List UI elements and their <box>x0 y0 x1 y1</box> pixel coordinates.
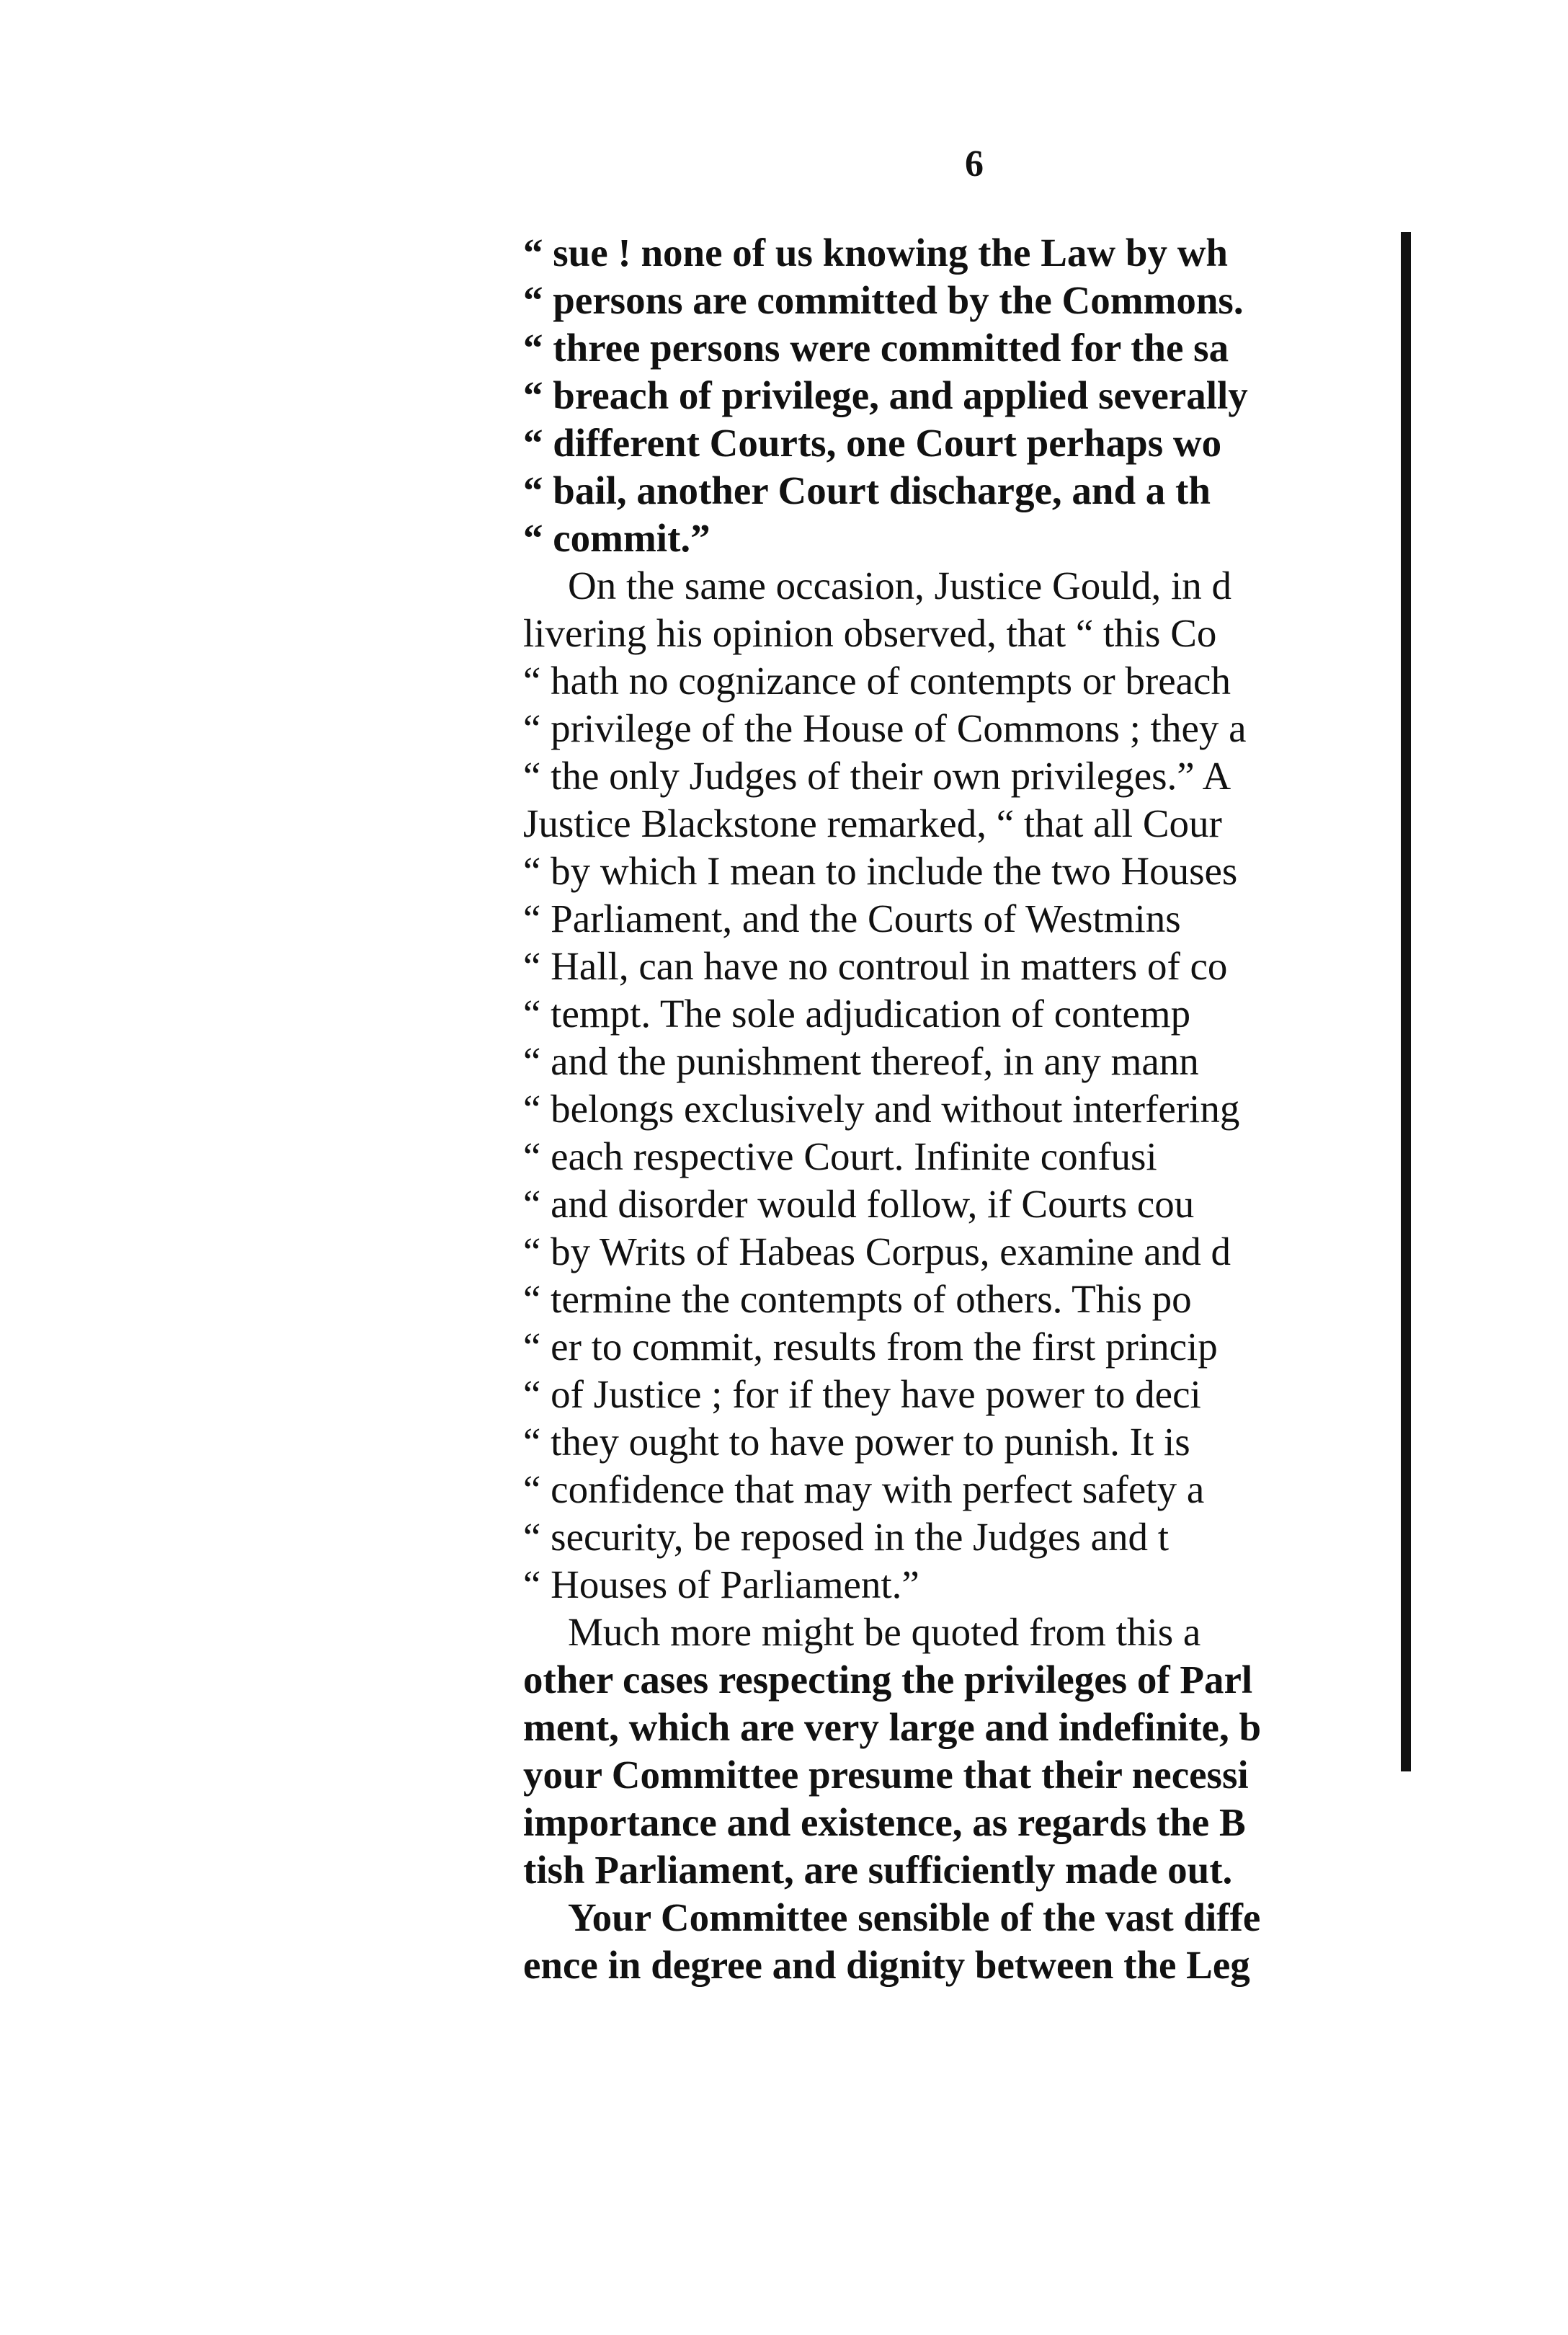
text-line: “ they ought to have power to punish. It is <box>523 1420 1190 1464</box>
text-line: “ Hall, can have no controul in matters of co <box>523 944 1228 988</box>
text-line: “ Parliament, and the Courts of Westmins <box>523 897 1181 940</box>
text-line: “ of Justice ; for if they have power to deci <box>523 1372 1201 1416</box>
text-line: “ bail, another Court discharge, and a th <box>523 468 1211 512</box>
text-line: “ privilege of the House of Commons ; they a <box>523 706 1247 750</box>
text-line: “ hath no cognizance of contempts or breach <box>523 659 1231 703</box>
text-line: “ tempt. The sole adjudication of contemp <box>523 992 1191 1036</box>
text-line: “ different Courts, one Court perhaps wo <box>523 421 1222 465</box>
page-number: 6 <box>965 143 984 184</box>
text-line: On the same occasion, Justice Gould, in d <box>568 564 1232 608</box>
text-line: “ er to commit, results from the first princip <box>523 1325 1218 1369</box>
text-line: Much more might be quoted from this a <box>568 1610 1201 1654</box>
text-line: ment, which are very large and indefinite, b <box>523 1705 1262 1749</box>
text-line: “ by Writs of Habeas Corpus, examine and d <box>523 1229 1231 1273</box>
text-line: Your Committee sensible of the vast diffe <box>568 1895 1261 1939</box>
text-line: ence in degree and dignity between the Leg <box>523 1943 1250 1987</box>
text-line: livering his opinion observed, that “ this Co <box>523 611 1217 655</box>
body-text <box>523 229 1409 1987</box>
text-line: “ each respective Court. Infinite confusi <box>523 1134 1157 1178</box>
text-line: your Committee presume that their necessi <box>523 1753 1249 1797</box>
text-line: “ by which I mean to include the two Houses <box>523 849 1238 893</box>
text-line: “ confidence that may with perfect safety a <box>523 1467 1205 1511</box>
text-line: “ Houses of Parliament.” <box>523 1562 919 1606</box>
text-line: “ and the punishment thereof, in any mann <box>523 1039 1199 1083</box>
text-line: “ belongs exclusively and without interfering <box>523 1087 1240 1131</box>
text-line: “ and disorder would follow, if Courts cou <box>523 1182 1195 1226</box>
text-line: “ security, be reposed in the Judges and t <box>523 1515 1170 1559</box>
text-line: tish Parliament, are sufficiently made out. <box>523 1848 1233 1892</box>
text-line: “ the only Judges of their own privileges.” A <box>523 754 1231 798</box>
text-line: Justice Blackstone remarked, “ that all Cour <box>523 801 1222 845</box>
text-line: other cases respecting the privileges of Parl <box>523 1658 1253 1702</box>
text-line: “ sue ! none of us knowing the Law by wh <box>523 231 1228 275</box>
text-line: “ commit.” <box>523 516 710 560</box>
text-line: “ persons are committed by the Commons. <box>523 278 1244 322</box>
text-line: “ three persons were committed for the sa <box>523 326 1229 370</box>
page-edge-shadow <box>1401 232 1411 1771</box>
text-line: “ breach of privilege, and applied severally <box>523 373 1248 417</box>
text-line: “ termine the contempts of others. This po <box>523 1277 1192 1321</box>
text-line: importance and existence, as regards the B <box>523 1800 1246 1844</box>
